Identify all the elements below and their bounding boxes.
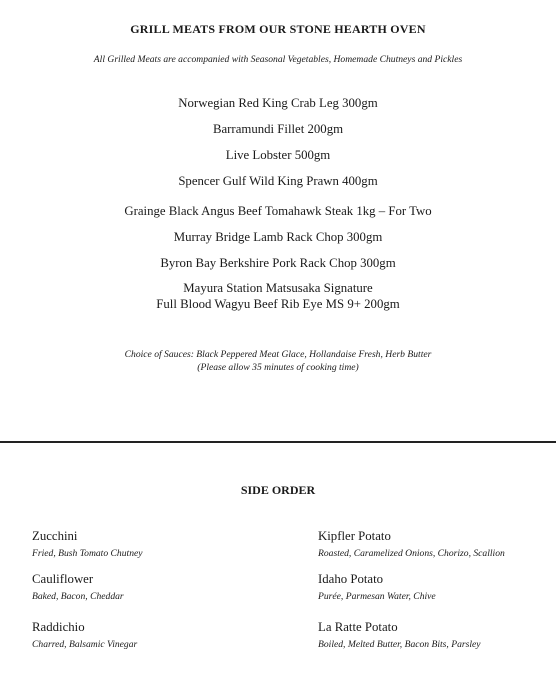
side-item-name: Kipfler Potato [318,529,391,543]
side-item-name: Raddichio [32,620,85,634]
side-item-name: La Ratte Potato [318,620,398,634]
side-item [32,571,282,603]
grill-section-subtitle: All Grilled Meats are accompanied with Seasonal Vegetables, Homemade Chutneys and Pickles [93,54,463,65]
grill-section-title: GRILL MEATS FROM OUR STONE HEARTH OVEN [130,22,426,36]
menu-item: Spencer Gulf Wild King Prawn 400gm [178,174,378,188]
side-item-desc: Baked, Bacon, Cheddar [32,591,124,602]
side-order-title: SIDE ORDER [240,483,316,497]
menu-item: Grainge Black Angus Beef Tomahawk Steak 1kg – For Two [124,204,432,218]
side-item-desc: Charred, Balsamic Vinegar [32,639,138,650]
side-item-name: Zucchini [32,529,78,543]
menu-item: Full Blood Wagyu Beef Rib Eye MS 9+ 200gm [156,297,400,311]
side-item [318,571,556,603]
side-item-desc: Boiled, Melted Butter, Bacon Bits, Parsley [318,639,481,650]
side-item [318,528,556,560]
menu-item: Live Lobster 500gm [225,148,331,162]
menu-item: Norwegian Red King Crab Leg 300gm [178,96,378,110]
menu-item: Mayura Station Matsusaka Signature [183,281,373,295]
side-item-desc: Purée, Parmesan Water, Chive [318,591,436,602]
menu-item: Barramundi Fillet 200gm [212,122,344,136]
side-item [32,528,282,560]
side-item [32,619,282,651]
menu-item: Murray Bridge Lamb Rack Chop 300gm [173,230,383,244]
side-item-name: Cauliflower [32,572,94,586]
side-item-name: Idaho Potato [318,572,384,586]
cooking-time-note: (Please allow 35 minutes of cooking time) [197,362,359,373]
side-item-desc: Roasted, Caramelized Onions, Chorizo, Scallion [318,548,505,559]
menu-item: Byron Bay Berkshire Pork Rack Chop 300gm [160,256,396,270]
sauces-text: Choice of Sauces: Black Peppered Meat Glace, Hollandaise Fresh, Herb Butter [124,349,432,360]
section-divider [0,441,556,443]
side-item [318,619,556,651]
sauces-note [0,348,556,374]
side-item-desc: Fried, Bush Tomato Chutney [32,548,143,559]
